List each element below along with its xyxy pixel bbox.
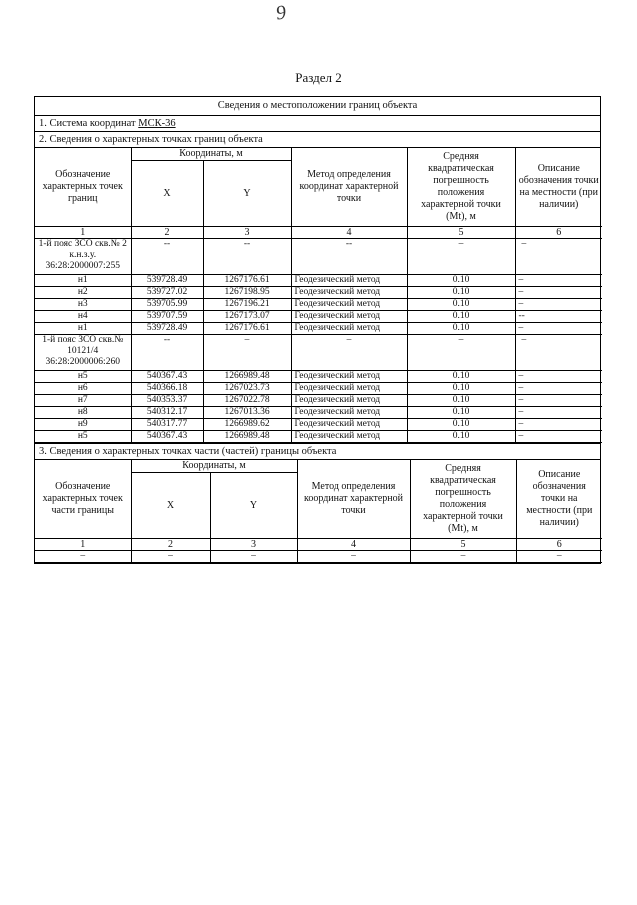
table-row (35, 275, 602, 287)
point-method: Геодезический метод (291, 371, 407, 383)
page-number: 9 (274, 1, 288, 25)
point-x: 539728.49 (131, 275, 203, 287)
point-description: -- (515, 311, 602, 323)
point-x: 540366.18 (131, 383, 203, 395)
point-description: – (515, 419, 602, 431)
column-number: 4 (297, 539, 410, 551)
header-description: Описание обозначения точки на местности (при наличии) (515, 148, 602, 227)
zone-header-row (35, 335, 602, 371)
point-x: 540353.37 (131, 395, 203, 407)
point-x: 540367.43 (131, 431, 203, 443)
point-y: 1267176.61 (203, 323, 291, 335)
header-designation: Обозначение характерных точек границ (35, 148, 131, 227)
point-y: 1267196.21 (203, 299, 291, 311)
column-number: 1 (35, 227, 131, 239)
point-error: 0.10 (407, 287, 515, 299)
table-row (35, 551, 602, 563)
point-name: н4 (35, 311, 131, 323)
zone-y: – (203, 335, 291, 371)
point-name: н3 (35, 299, 131, 311)
zone-error: – (407, 335, 515, 371)
part-point-description: – (516, 551, 602, 563)
parts-header-method: Метод определения координат характерной точки (297, 460, 410, 539)
point-name: н5 (35, 431, 131, 443)
point-name: н7 (35, 395, 131, 407)
zone-method: – (291, 335, 407, 371)
point-error: 0.10 (407, 419, 515, 431)
parts-heading: 3. Сведения о характерных точках части (частей) границы объекта (35, 443, 600, 460)
point-description: – (515, 431, 602, 443)
boundary-sheet (34, 96, 601, 564)
point-method: Геодезический метод (291, 419, 407, 431)
part-point-name: – (35, 551, 131, 563)
point-x: 540312.17 (131, 407, 203, 419)
zone-description: – (515, 335, 602, 371)
point-method: Геодезический метод (291, 395, 407, 407)
column-number: 4 (291, 227, 407, 239)
point-y: 1267173.07 (203, 311, 291, 323)
header-coords-group: Координаты, м (131, 148, 291, 161)
parts-header-error: Средняя квадратическая погрешность положения характерной точки (Mt), м (410, 460, 516, 539)
table-row (35, 311, 602, 323)
parts-header-x: X (131, 473, 210, 539)
point-y: 1266989.62 (203, 419, 291, 431)
point-name: н2 (35, 287, 131, 299)
point-description: – (515, 407, 602, 419)
zone-error: – (407, 239, 515, 275)
table-row (35, 419, 602, 431)
point-method: Геодезический метод (291, 323, 407, 335)
point-error: 0.10 (407, 275, 515, 287)
table-row (35, 395, 602, 407)
point-x: 539707.59 (131, 311, 203, 323)
column-numbers-row (35, 227, 602, 239)
parts-header-y: Y (210, 473, 297, 539)
point-y: 1266989.48 (203, 371, 291, 383)
point-error: 0.10 (407, 371, 515, 383)
column-number: 1 (35, 539, 131, 551)
column-number: 2 (131, 539, 210, 551)
zone-name: 1-й пояс ЗСО скв.№ 10121/4 36:28:2000006:260 (35, 335, 131, 371)
table-row (35, 383, 602, 395)
points-heading: 2. Сведения о характерных точках границ объекта (35, 132, 600, 148)
point-error: 0.10 (407, 407, 515, 419)
point-name: н5 (35, 371, 131, 383)
point-x: 539705.99 (131, 299, 203, 311)
header-y: Y (203, 161, 291, 227)
zone-name: 1-й пояс ЗСО скв.№ 2 к.н.з.у. 36:28:2000007:255 (35, 239, 131, 275)
point-x: 540317.77 (131, 419, 203, 431)
zone-x: -- (131, 239, 203, 275)
column-number: 5 (410, 539, 516, 551)
point-y: 1267022.78 (203, 395, 291, 407)
point-method: Геодезический метод (291, 431, 407, 443)
point-method: Геодезический метод (291, 311, 407, 323)
point-error: 0.10 (407, 431, 515, 443)
point-error: 0.10 (407, 383, 515, 395)
coord-system-line (35, 116, 600, 132)
point-name: н8 (35, 407, 131, 419)
table-row (35, 431, 602, 443)
point-name: н6 (35, 383, 131, 395)
point-description: – (515, 275, 602, 287)
point-x: 539728.49 (131, 323, 203, 335)
parts-header-designation: Обозначение характерных точек части границы (35, 460, 131, 539)
point-name: н1 (35, 323, 131, 335)
point-description: – (515, 287, 602, 299)
point-y: 1267176.61 (203, 275, 291, 287)
block-header: Сведения о местоположении границ объекта (35, 97, 600, 116)
header-error: Средняя квадратическая погрешность положения характерной точки (Mt), м (407, 148, 515, 227)
column-number: 3 (210, 539, 297, 551)
point-error: 0.10 (407, 299, 515, 311)
point-x: 539727.02 (131, 287, 203, 299)
table-row (35, 323, 602, 335)
point-error: 0.10 (407, 323, 515, 335)
parts-header-coords-group: Координаты, м (131, 460, 297, 473)
coord-system-label: 1. Система координат (39, 118, 139, 129)
point-method: Геодезический метод (291, 383, 407, 395)
part-point-y: – (210, 551, 297, 563)
coord-system-value: МСК-36 (138, 118, 176, 129)
column-number: 2 (131, 227, 203, 239)
point-description: – (515, 323, 602, 335)
zone-y: -- (203, 239, 291, 275)
zone-x: -- (131, 335, 203, 371)
point-error: 0.10 (407, 395, 515, 407)
zone-method: -- (291, 239, 407, 275)
point-method: Геодезический метод (291, 407, 407, 419)
zone-description: – (515, 239, 602, 275)
point-y: 1267013.36 (203, 407, 291, 419)
point-description: – (515, 299, 602, 311)
header-x: X (131, 161, 203, 227)
point-y: 1266989.48 (203, 431, 291, 443)
part-point-method: – (297, 551, 410, 563)
section-title: Раздел 2 (295, 70, 342, 85)
table-row (35, 299, 602, 311)
column-number: 6 (516, 539, 602, 551)
column-number: 5 (407, 227, 515, 239)
point-method: Геодезический метод (291, 287, 407, 299)
point-method: Геодезический метод (291, 299, 407, 311)
parts-header-row (35, 460, 602, 473)
parts-header-description: Описание обозначения точки на местности (при наличии) (516, 460, 602, 539)
point-y: 1267198.95 (203, 287, 291, 299)
zone-header-row (35, 239, 602, 275)
column-number: 3 (203, 227, 291, 239)
table-row (35, 371, 602, 383)
part-point-x: – (131, 551, 210, 563)
point-method: Геодезический метод (291, 275, 407, 287)
point-description: – (515, 371, 602, 383)
point-y: 1267023.73 (203, 383, 291, 395)
parts-column-numbers-row (35, 539, 602, 551)
table-row (35, 407, 602, 419)
point-error: 0.10 (407, 311, 515, 323)
point-description: – (515, 395, 602, 407)
point-name: н9 (35, 419, 131, 431)
column-number: 6 (515, 227, 602, 239)
table-header-row (35, 148, 602, 161)
boundary-points-table (35, 148, 602, 443)
point-x: 540367.43 (131, 371, 203, 383)
table-row (35, 287, 602, 299)
part-point-error: – (410, 551, 516, 563)
point-name: н1 (35, 275, 131, 287)
point-description: – (515, 383, 602, 395)
header-method: Метод определения координат характерной точки (291, 148, 407, 227)
part-points-table (35, 460, 602, 563)
